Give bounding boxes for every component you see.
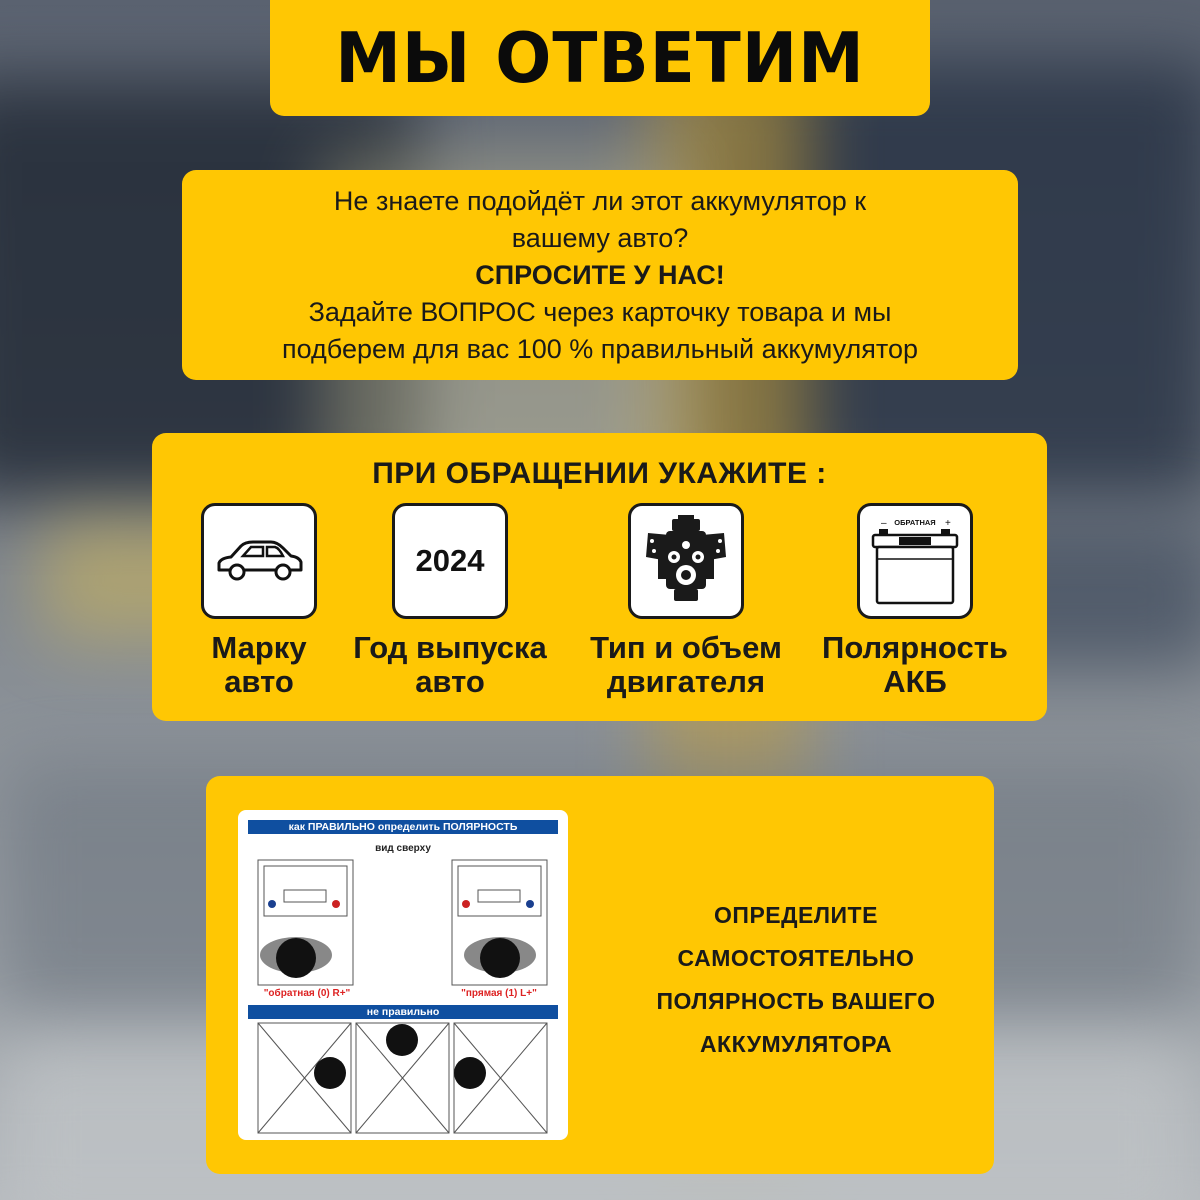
requirements-panel (152, 433, 1047, 721)
requirement-label-2: Год выпуска авто (353, 630, 547, 699)
polarity-diagram (238, 810, 568, 1140)
year-icon-text: 2024 (415, 543, 485, 578)
diagram-wrong-header: не правильно (248, 1005, 558, 1019)
engine-icon (628, 503, 744, 619)
year-icon (392, 503, 508, 619)
car-icon (201, 503, 317, 619)
info-line-3: СПРОСИТЕ У НАС! (475, 259, 725, 290)
diagram-right-caption: "прямая (1) L+" (461, 988, 537, 999)
info-panel (182, 170, 1018, 380)
requirement-polarity (800, 503, 1030, 699)
svg-text:+: + (945, 518, 951, 529)
requirements-title: ПРИ ОБРАЩЕНИИ УКАЖИТЕ : (372, 457, 827, 490)
requirement-label-1: Марку авто (211, 630, 307, 699)
diagram-drawing (238, 810, 568, 1140)
polarity-panel (206, 776, 994, 1174)
info-line-2: вашему авто? (511, 222, 689, 253)
polarity-text: ОПРЕДЕЛИТЕ САМОСТОЯТЕЛЬНО ПОЛЯРНОСТЬ ВАШЕГО АККУМУЛЯТОРА (656, 902, 936, 1057)
diagram-left-caption: "обратная (0) R+" (263, 988, 351, 999)
page-title: МЫ ОТВЕТИМ (335, 17, 865, 99)
requirement-engine (571, 503, 801, 699)
info-line-1: Не знаете подойдёт ли этот аккумулятор к (333, 185, 867, 216)
svg-text:–: – (881, 518, 887, 529)
title-banner (270, 0, 930, 116)
diagram-header: как ПРАВИЛЬНО определить ПОЛЯРНОСТЬ (248, 820, 558, 834)
info-line-5: подберем для вас 100 % правильный аккумулятор (281, 333, 918, 364)
requirement-label-3: Тип и объем двигателя (590, 630, 782, 699)
diagram-subheader: вид сверху (375, 843, 431, 854)
requirement-label-4: Полярность АКБ (822, 630, 1008, 699)
battery-icon-text: ОБРАТНАЯ (894, 518, 936, 527)
battery-icon (857, 503, 973, 619)
requirement-year (335, 503, 565, 699)
info-line-4: Задайте ВОПРОС через карточку товара и мы (308, 296, 892, 327)
